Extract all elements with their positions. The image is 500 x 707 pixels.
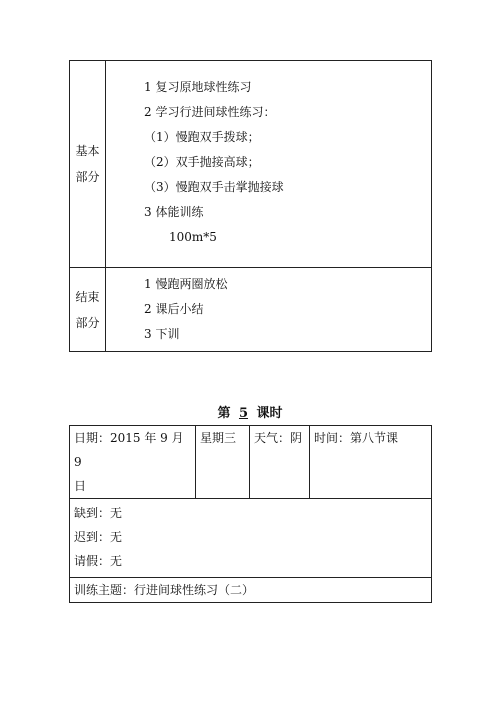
basic-line: （3）慢跑双手击掌抛接球 <box>144 180 284 194</box>
lesson-title: 第 5 课时 <box>217 406 283 421</box>
date-cell: 日期：2015 年 9 月 9 日 <box>70 426 196 499</box>
weather-cell: 天气：阴 <box>250 426 310 499</box>
ending-section-row <box>70 268 432 352</box>
info-header-row <box>70 426 432 499</box>
theme-row <box>70 578 432 603</box>
attendance-row <box>70 499 432 578</box>
basic-line: （2）双手抛接高球； <box>144 155 260 169</box>
theme-cell: 训练主题：行进间球性练习（二） <box>70 578 432 603</box>
leave-line: 请假：无 <box>74 554 123 568</box>
absent-line: 缺到：无 <box>74 506 123 520</box>
basic-section-row <box>70 61 432 268</box>
basic-line-indented: 100m*5 <box>169 230 217 244</box>
late-line: 迟到：无 <box>74 530 123 544</box>
basic-line: 2 学习行进间球性练习： <box>144 105 276 119</box>
basic-line: 1 复习原地球性练习 <box>144 80 252 94</box>
basic-section-content <box>106 61 432 268</box>
ending-line: 1 慢跑两圈放松 <box>144 277 228 291</box>
time-cell: 时间：第八节课 <box>310 426 432 499</box>
lesson-info-table <box>69 425 432 603</box>
basic-section-label: 基本 部分 <box>70 61 106 268</box>
weekday-cell: 星期三 <box>196 426 250 499</box>
ending-section-content <box>106 268 432 352</box>
basic-line: （1）慢跑双手拨球； <box>144 130 260 144</box>
training-plan-table <box>69 60 432 352</box>
basic-line: 3 体能训练 <box>144 205 204 219</box>
ending-line: 2 课后小结 <box>144 302 204 316</box>
attendance-cell <box>70 499 432 578</box>
ending-section-label: 结束 部分 <box>70 268 106 352</box>
lesson-number: 5 <box>238 406 249 421</box>
ending-line: 3 下训 <box>144 327 180 341</box>
